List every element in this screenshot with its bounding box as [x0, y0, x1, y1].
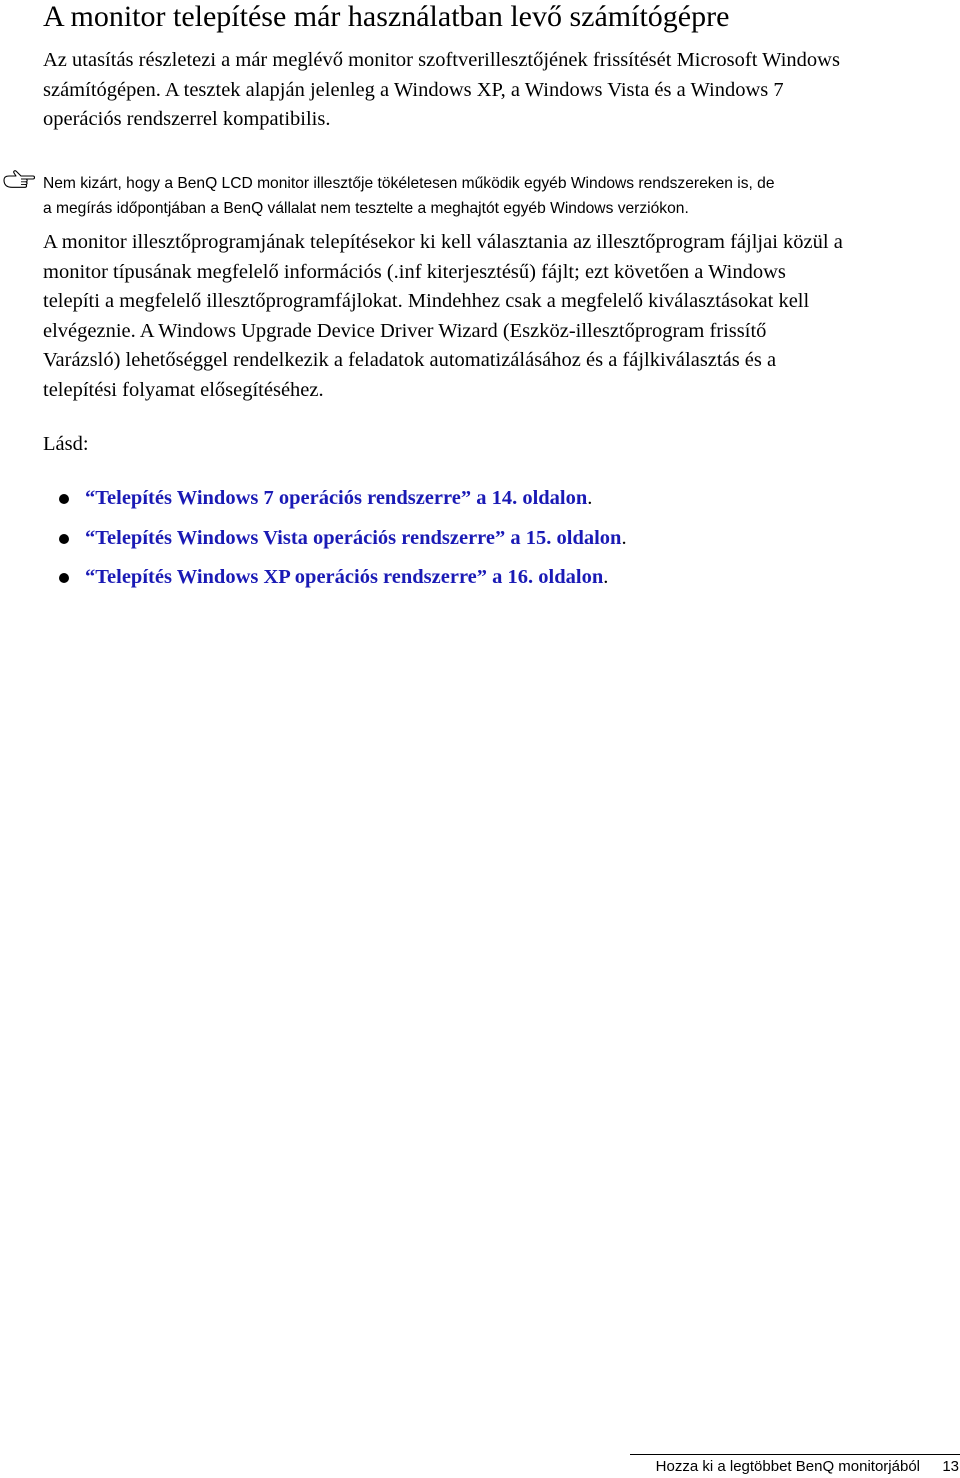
body-paragraph [43, 228, 843, 405]
list-item-text [85, 563, 608, 593]
page-footer [0, 1454, 960, 1476]
intro-line: operációs rendszerrel kompatibilis. [43, 108, 331, 130]
intro-paragraph [43, 46, 840, 135]
list-item-text [85, 524, 627, 554]
body-line: elvégeznie. A Windows Upgrade Device Driver Wizard (Eszköz-illesztőprogram frissítő [43, 319, 767, 342]
note-line: Nem kizárt, hogy a BenQ LCD monitor illesztője tökéletesen működik egyéb Windows rendszereken is, de [43, 175, 775, 192]
footer-divider [630, 1454, 960, 1455]
body-line: monitor típusának megfelelő információs (.inf kiterjesztésű) fájlt; ezt követően a Windows [43, 260, 786, 283]
link-suffix: . [621, 526, 627, 549]
page-number: 13 [942, 1458, 959, 1475]
note-text [43, 172, 775, 221]
body-line: telepítési folyamat elősegítéséhez. [43, 378, 324, 401]
body-line: Varázsló) lehetőséggel rendelkezik a feladatok automatizálásához és a fájlkiválasztás és a [43, 349, 777, 371]
link-windows-vista[interactable]: “Telepítés Windows Vista operációs rendszerre” a 15. oldalon [85, 526, 622, 549]
see-also-label: Lásd: [43, 433, 89, 455]
body-line: A monitor illesztőprogramjának telepítésekor ki kell választania az illesztőprogram fájljai közül a [43, 231, 843, 253]
link-suffix: . [587, 487, 593, 509]
list-item-text [85, 484, 592, 514]
body-line: telepíti a megfelelő illesztőprogramfájlokat. Mindehhez csak a megfelelő kiválasztásokat kell [43, 290, 810, 312]
footer-title: Hozza ki a legtöbbet BenQ monitorjából [655, 1458, 920, 1475]
pointing-hand-icon [2, 168, 36, 190]
bullet-icon [59, 573, 69, 583]
link-suffix: . [603, 566, 609, 588]
note-line: a megírás időpontjában a BenQ vállalat nem tesztelte a meghajtót egyéb Windows verziókon. [43, 199, 689, 217]
link-windows-7[interactable]: “Telepítés Windows 7 operációs rendszerre” a 14. oldalon [85, 487, 588, 509]
link-windows-xp[interactable]: “Telepítés Windows XP operációs rendszerre” a 16. oldalon [85, 566, 604, 588]
page-title: A monitor telepítése már használatban levő számítógépre [43, 0, 730, 33]
intro-line: számítógépen. A tesztek alapján jelenleg a Windows XP, a Windows Vista és a Windows 7 [43, 78, 784, 101]
bullet-icon [59, 534, 69, 544]
bullet-icon [59, 494, 69, 504]
intro-line: Az utasítás részletezi a már meglévő monitor szoftverillesztőjének frissítését Microsoft Windows [43, 49, 840, 71]
